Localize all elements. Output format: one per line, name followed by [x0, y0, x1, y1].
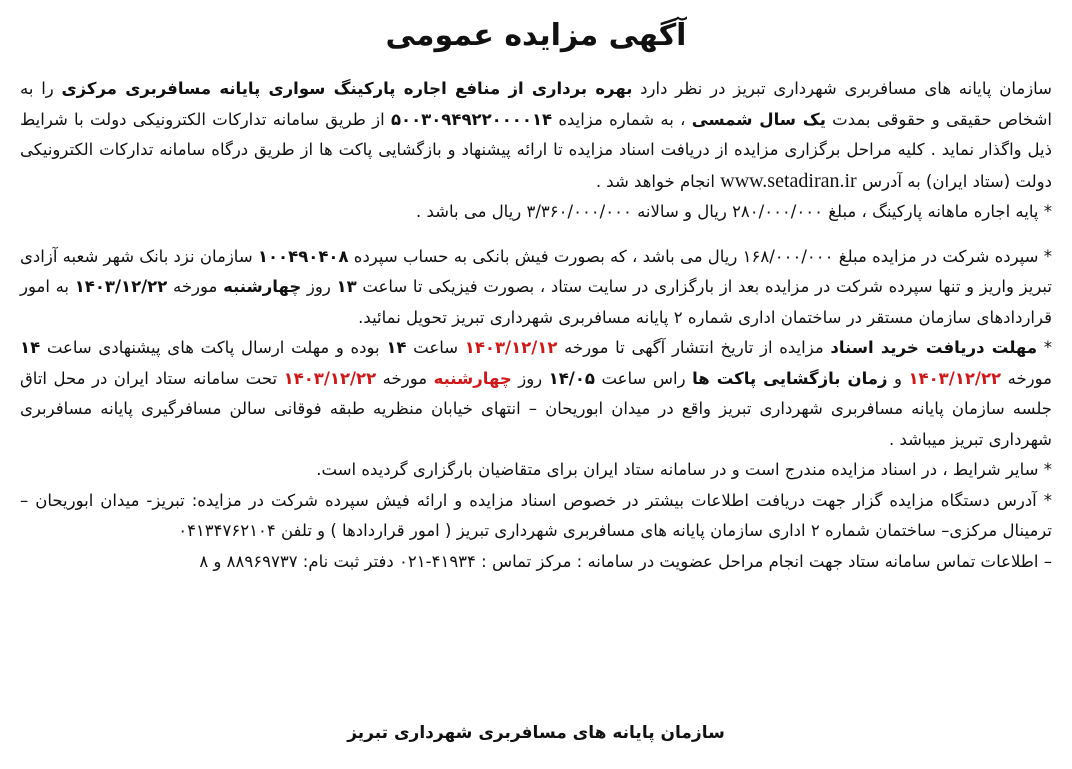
- deposit-date: ۱۴۰۳/۱۲/۲۲: [74, 277, 168, 296]
- contact-paragraph: – اطلاعات تماس سامانه ستاد جهت انجام مراحل عضویت در سامانه : مرکز تماس : ۴۱۹۳۴-۰۲۱ دفتر ثبت نام: ۸۸۹۶۹۷۳۷ و ۸: [199, 551, 1052, 571]
- opening-hour: ۱۴/۰۵: [548, 368, 595, 388]
- deadline-text-8: مورخه: [376, 368, 434, 388]
- deadline-hour-1: ۱۴: [386, 338, 407, 357]
- deadline-paragraph: [20, 333, 1052, 455]
- deadline-text-4: مورخه: [1001, 368, 1052, 388]
- deadline-date-1: ۱۴۰۳/۱۲/۱۲: [464, 338, 558, 357]
- footer-signature: سازمان پایانه های مسافربری شهرداری تبریز: [347, 723, 725, 743]
- deadline-text-5: و: [887, 368, 909, 388]
- intro-text-5: انجام خواهد شد .: [595, 171, 721, 191]
- deadline-text-2: ساعت: [406, 338, 465, 357]
- intro-text-3: ، به شماره مزایده: [552, 109, 692, 129]
- base-rent-paragraph: * پایه اجاره ماهانه پارکینگ ، مبلغ ۲۸۰/۰۰۰/۰۰۰ ریال و سالانه ۳/۳۶۰/۰۰۰/۰۰۰ ریال می باشد .: [416, 202, 1052, 221]
- intro-text-4: از طریق سامانه تدارکات الکترونیکی دولت با شرایط ذیل واگذار نماید . کلیه مراحل برگزاری مزایده از دریافت اسناد مزایده تا ارائه پیشنهاد و بازگشایی پاکت ها از طریق درگاه سامانه تدارکات الکترونیکی دولت (ستاد ایران) به آدرس: [20, 109, 1052, 191]
- intro-text-1: سازمان پایانه های مسافربری شهرداری تبریز در نظر دارد: [632, 79, 1053, 98]
- page-title: آگهی مزایده عمومی: [385, 18, 687, 53]
- deposit-hour: ۱۳: [336, 277, 357, 296]
- intro-duration: یک سال شمسی: [691, 109, 826, 129]
- deadline-hour-2: ۱۴: [20, 338, 41, 357]
- address-paragraph: * آدرس دستگاه مزایده گزار جهت دریافت اطلاعات بیشتر در خصوص اسناد مزایده و ارائه فیش سپرده شرکت در مزایده: تبریز- میدان ابوریحان –ترمینال مرکزی– ساختمان شماره ۲ اداری سازمان پایانه های مسافربری شهرداری تبریز ( امور قراردادها ) و تلفن ۰۴۱۳۴۷۶۲۱۰۴: [20, 490, 1052, 540]
- deposit-text-5: به امور قراردادهای سازمان مستقر در ساختمان اداری شماره ۲ پایانه مسافربری شهرداری تبریز تحویل نمائید.: [20, 277, 1052, 327]
- deposit-text-4: مورخه: [167, 277, 224, 296]
- intro-subject: بهره برداری از منافع اجاره پارکینگ سواری پایانه مسافربری مرکزی: [61, 79, 633, 98]
- intro-paragraph: [20, 74, 1052, 197]
- setadiran-link[interactable]: www.setadiran.ir: [720, 169, 857, 192]
- deadline-text-6: راس ساعت: [594, 368, 693, 388]
- deadline-text-1: مزایده از تاریخ انتشار آگهی تا مورخه: [557, 338, 831, 357]
- deadline-label: مهلت دریافت خرید اسناد: [830, 338, 1038, 357]
- opening-label: زمان بازگشایی پاکت ها: [692, 368, 888, 388]
- deposit-text-2: سازمان نزد بانک شهر شعبه آزادی تبریز واریز و تنها سپرده شرکت در مزایده بعد از بارگزاری در سایت ستاد ، بصورت فیزیکی تا ساعت: [20, 246, 1052, 296]
- opening-day: چهارشنبه: [433, 368, 512, 388]
- deposit-paragraph: [20, 242, 1052, 334]
- deadline-text-3: بوده و مهلت ارسال پاکت های پیشنهادی ساعت: [40, 338, 387, 357]
- deposit-day: چهارشنبه: [223, 277, 302, 296]
- other-terms-paragraph: * سایر شرایط ، در اسناد مزایده مندرج است و در سامانه ستاد ایران برای متقاضیان بارگزاری گردیده است.: [316, 460, 1052, 479]
- intro-text-2: را به اشخاص حقیقی و حقوقی بمدت: [20, 79, 1052, 129]
- auction-number: ۵۰۰۳۰۹۴۹۲۲۰۰۰۰۱۴: [390, 109, 553, 129]
- deposit-text-1: * سپرده شرکت در مزایده مبلغ ۱۶۸/۰۰۰/۰۰۰ ریال می باشد ، که بصورت فیش بانکی به حساب سپرده: [348, 246, 1052, 266]
- deadline-bullet: *: [1037, 338, 1052, 357]
- deposit-text-3: روز: [301, 277, 337, 296]
- deadline-date-2: ۱۴۰۳/۱۲/۲۲: [908, 368, 1002, 388]
- deposit-account: ۱۰۰۴۹۰۴۰۸: [257, 246, 349, 266]
- deadline-text-9: تحت سامانه ستاد ایران در محل اتاق جلسه سازمان پایانه مسافربری شهرداری تبریز واقع در میدان ابوریحان – انتهای خیابان منظریه طبقه فوقانی سالن مسافرگیری پایانه مسافربری شهرداری تبریز میباشد .: [20, 368, 1052, 449]
- opening-date: ۱۴۰۳/۱۲/۲۲: [283, 368, 377, 388]
- deadline-text-7: روز: [511, 368, 549, 388]
